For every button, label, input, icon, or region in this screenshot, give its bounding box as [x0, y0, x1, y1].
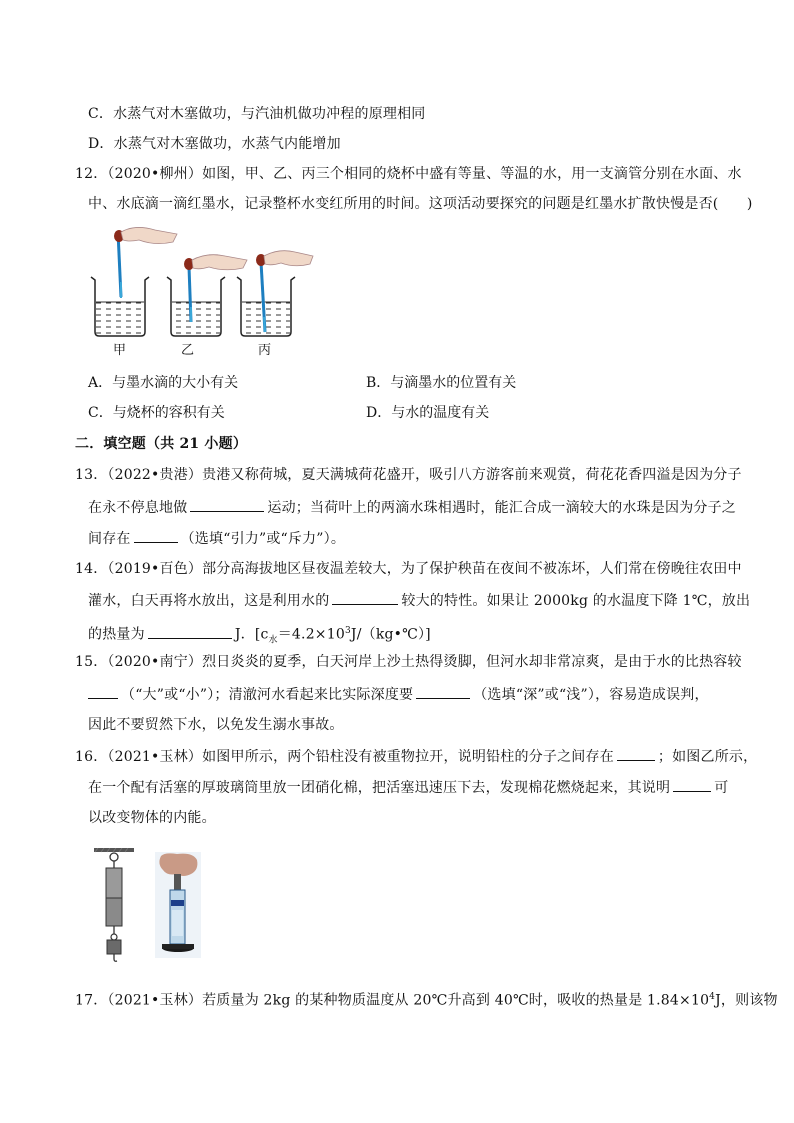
q14-stem-line1: 14．（2019•百色）部分高海拔地区昼夜温差较大，为了保护秧苗在夜间不被冻坏，人们常在傍晚往农田中 — [75, 561, 742, 577]
q12-stem-line1: 12．（2020•柳州）如图，甲、乙、丙三个相同的烧杯中盛有等量、等温的水，用一支滴管分别在水面、水 — [75, 166, 742, 182]
label-jia: 甲 — [113, 343, 127, 358]
q15-stem-line3: 因此不要贸然下水，以免发生溺水事故。 — [88, 717, 344, 733]
q16-stem-line3: 以改变物体的内能。 — [88, 810, 216, 826]
q12-option-a: A．与墨水滴的大小有关 — [88, 375, 239, 391]
q13-blank-1[interactable] — [190, 497, 264, 512]
q16-stem-line2: 在一个配有活塞的厚玻璃筒里放一团硝化棉，把活塞迅速压下去，发现棉花燃烧起来，其说明 可 — [88, 777, 728, 798]
beaker-yi — [167, 255, 247, 336]
q14-stem-line3: 的热量为 J．$[c_水=4.2\times 10^3J/(kg•℃)]$ — [88, 621, 431, 650]
beaker-bing — [237, 251, 313, 336]
q11-option-c: C．水蒸气对木塞做功，与汽油机做功冲程的原理相同 — [88, 106, 426, 122]
beakers-figure — [85, 222, 315, 342]
q12-option-b: B．与滴墨水的位置有关 — [366, 375, 517, 391]
q13-blank-2[interactable] — [134, 528, 178, 543]
q12-option-c: C．与烧杯的容积有关 — [88, 405, 225, 421]
lead-cylinders-figure — [94, 848, 134, 963]
q16-blank-1[interactable] — [617, 746, 655, 761]
q14-blank-1[interactable] — [332, 590, 398, 605]
q13-stem-line3: 间存在 （选填“引力”或“斥力”）。 — [88, 528, 345, 549]
q14-stem-line2: 灌水，白天再将水放出，这是利用水的 较大的特性。如果让 2000kg 的水温度下降 1℃，放出 — [88, 590, 750, 611]
glass-cylinder-figure — [155, 852, 201, 958]
q12-option-d: D．与水的温度有关 — [366, 405, 490, 421]
q14-blank-2[interactable] — [148, 624, 232, 639]
q13-stem-line1: 13．（2022•贵港）贵港又称荷城，夏天满城荷花盛开，吸引八方游客前来观赏，荷花花香四溢是因为分子 — [75, 467, 742, 483]
label-yi: 乙 — [181, 343, 195, 358]
q16-stem-line1: 16．（2021•玉林）如图甲所示，两个铅柱没有被重物拉开，说明铅柱的分子之间存在 ；如图乙所示， — [75, 746, 757, 767]
q16-blank-2[interactable] — [673, 777, 711, 792]
q11-option-d: D．水蒸气对木塞做功，水蒸气内能增加 — [88, 136, 341, 152]
label-bing: 丙 — [258, 343, 272, 358]
q17-stem-line1: 17．（2021•玉林）若质量为 2kg 的某种物质温度从 20℃升高到 40℃时，吸收的热量是 $1.84\times 10^4J$，则该物 — [75, 992, 778, 1009]
q15-stem-line2: （“大”或“小”）；清澈河水看起来比实际深度要 （选填“深”或“浅”），容易造成误判， — [88, 684, 709, 705]
beaker-jia — [91, 227, 177, 336]
q15-blank-1[interactable] — [88, 684, 118, 699]
q13-stem-line2: 在永不停息地做 运动；当荷叶上的两滴水珠相遇时，能汇合成一滴较大的水珠是因为分子之 — [88, 497, 736, 518]
q15-blank-2[interactable] — [416, 684, 470, 699]
q12-stem-line2: 中、水底滴一滴红墨水，记录整杯水变红所用的时间。这项活动要探究的问题是红墨水扩散快慢是否( ) — [88, 196, 753, 212]
q15-stem-line1: 15．（2020•南宁）烈日炎炎的夏季，白天河岸上沙土热得烫脚，但河水却非常凉爽，是由于水的比热容较 — [75, 654, 742, 670]
section-heading: 二．填空题（共 21 小题） — [75, 436, 248, 452]
